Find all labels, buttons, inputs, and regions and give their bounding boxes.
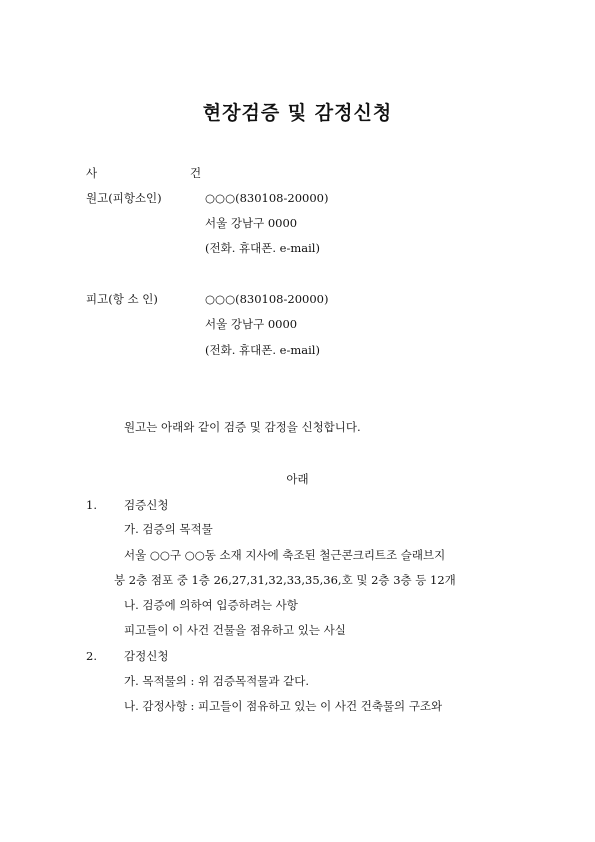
below-heading: 아래 <box>286 472 309 486</box>
defendant-label: 피고(항 소 인) <box>86 292 158 306</box>
defendant-name: ○○○(830108-20000) <box>205 292 329 306</box>
section1-item-b-text: 피고들이 이 사건 건물을 점유하고 있는 사실 <box>124 623 346 637</box>
intro-text: 원고는 아래와 같이 검증 및 감정을 신청합니다. <box>124 420 361 434</box>
section2-item-b: 나. 감정사항 : 피고들이 점유하고 있는 이 사건 건축물의 구조와 <box>124 699 443 713</box>
plaintiff-contact: (전화. 휴대폰. e-mail) <box>205 241 320 255</box>
section1-item-a: 가. 검증의 목적물 <box>124 522 213 536</box>
section1-heading: 검증신청 <box>124 498 169 512</box>
case-label-char1: 사 <box>86 166 98 180</box>
case-label-char2: 건 <box>190 166 202 180</box>
section2-number: 2. <box>86 649 97 663</box>
plaintiff-address: 서울 강남구 0000 <box>205 216 298 230</box>
section2-heading: 감정신청 <box>124 649 169 663</box>
section1-item-a-text1: 서울 ○○구 ○○동 소재 지사에 축조된 철근콘크리트조 슬래브지 <box>124 548 446 562</box>
document-title: 현장검증 및 감정신청 <box>202 102 393 124</box>
plaintiff-label: 원고(피항소인) <box>86 191 162 205</box>
section2-item-a: 가. 목적물의 : 위 검증목적물과 같다. <box>124 674 309 688</box>
plaintiff-name: ○○○(830108-20000) <box>205 191 329 205</box>
section1-item-a-text2: 붕 2층 점포 중 1층 26,27,31,32,33,35,36,호 및 2층 3층 등 12개 <box>114 573 456 587</box>
section1-item-b: 나. 검증에 의하여 입증하려는 사항 <box>124 598 298 612</box>
defendant-address: 서울 강남구 0000 <box>205 317 298 331</box>
defendant-contact: (전화. 휴대폰. e-mail) <box>205 343 320 357</box>
section1-number: 1. <box>86 498 97 512</box>
